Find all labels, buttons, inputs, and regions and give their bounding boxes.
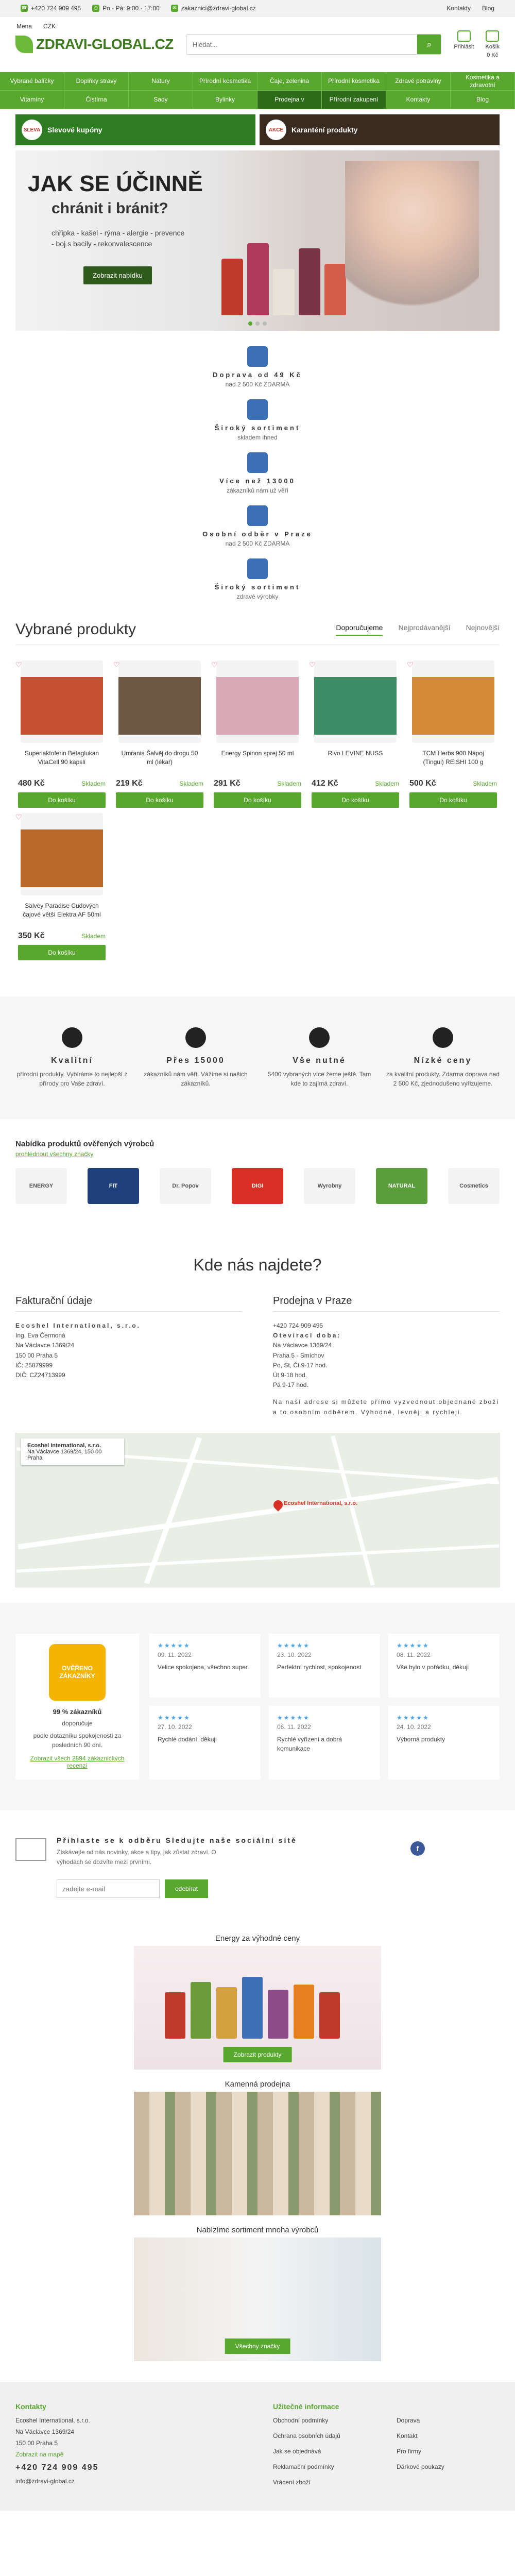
- product-card[interactable]: [309, 660, 402, 808]
- footer-link[interactable]: Reklamační podmínky: [273, 2463, 334, 2471]
- box-icon: [247, 399, 268, 420]
- pharmacist-image: [134, 2238, 381, 2361]
- rating-stars: ★★★★★: [277, 1714, 310, 1722]
- add-to-cart-button[interactable]: Do košíku: [214, 792, 301, 808]
- nav-item[interactable]: Sady: [129, 91, 193, 109]
- nav-item[interactable]: Bylinky: [193, 91, 258, 109]
- product-name[interactable]: Salvey Paradise Cudových čajové větší Elektra AF 50ml: [23, 902, 101, 918]
- product-name[interactable]: TCM Herbs 900 Nápoj (Tingui) REISHI 100 g: [422, 750, 484, 766]
- hero-subtitle: chránit i bránit?: [52, 200, 168, 217]
- promo-banners: [0, 109, 515, 150]
- energy-products-button[interactable]: Zobrazit produkty: [224, 2047, 292, 2062]
- footer-link[interactable]: Kontakt: [397, 2432, 418, 2440]
- brands-title: Nabídka produktů ověřených výrobců: [15, 1140, 154, 1148]
- store-note: Na naší adrese si můžete přímo vyzvednout objednané zboží a to osobním odběrem. Výhodně, levněji a rychleji.: [273, 1398, 500, 1416]
- heart-icon[interactable]: ♡: [15, 660, 22, 669]
- product-price: 500 Kč: [409, 779, 436, 788]
- heart-icon[interactable]: ♡: [407, 660, 414, 669]
- badge-icon: SLEVA: [22, 120, 42, 140]
- product-image[interactable]: [309, 660, 397, 743]
- rating-stars: ★★★★★: [158, 1641, 191, 1649]
- brand-logo[interactable]: ENERGY: [15, 1168, 67, 1204]
- footer-link[interactable]: Vrácení zboží: [273, 2479, 311, 2486]
- footer-link[interactable]: Jak se objednává: [273, 2448, 321, 2455]
- heart-icon[interactable]: ♡: [309, 660, 316, 669]
- store-line: Út 9-18 hod.: [273, 1371, 307, 1379]
- product-name[interactable]: Umrania Šalvěj do drogu 50 ml (lékař): [121, 750, 198, 766]
- topbar: [0, 0, 515, 16]
- rating-stars: ★★★★★: [397, 1641, 430, 1649]
- nav-item[interactable]: Přírodní kosmetika: [193, 72, 258, 91]
- nav-item[interactable]: Přírodní kosmetika: [322, 72, 386, 91]
- facebook-icon[interactable]: f: [410, 1841, 425, 1856]
- product-stock: Skladem: [277, 780, 301, 787]
- header: [0, 16, 515, 72]
- phone-icon: ☎: [21, 5, 28, 12]
- share-icon: [309, 1027, 330, 1048]
- map-label: Ecoshel International, s.r.o.: [284, 1500, 358, 1506]
- billing-line: Ecoshel International, s.r.o.: [15, 1322, 141, 1329]
- product-name[interactable]: Energy Spinon sprej 50 ml: [221, 750, 294, 757]
- billing-info: Fakturační údaje Ecoshel International, s.r.o. Ing. Eva Čermoná Na Václavce 1369/24 150 00 Praha 5 IČ: 25879999 DIČ: CZ24713999: [15, 1295, 242, 1417]
- product-image[interactable]: [15, 813, 103, 895]
- add-to-cart-button[interactable]: Do košíku: [312, 792, 399, 808]
- review-text: Perfektní rychlost, spokojenost: [277, 1663, 362, 1671]
- review-date: 06. 11. 2022: [277, 1723, 311, 1731]
- billing-line: Ing. Eva Čermoná: [15, 1332, 65, 1340]
- footer-phone[interactable]: +420 724 909 495: [15, 2463, 99, 2472]
- hero-products-image: [221, 243, 346, 315]
- product-card[interactable]: [211, 660, 304, 808]
- add-to-cart-button[interactable]: Do košíku: [116, 792, 203, 808]
- product-image[interactable]: [211, 660, 299, 743]
- topbar-hours: ◷ Po - Pá: 9:00 - 17:00: [92, 5, 160, 12]
- feature-item: Osobní odběr v Praze nad 2 500 Kč ZDARMA: [149, 505, 366, 547]
- review-card: [149, 1706, 261, 1780]
- all-brands-button[interactable]: Všechny značky: [225, 2338, 290, 2354]
- clock-icon: ◷: [92, 5, 99, 12]
- search-bar: [186, 34, 442, 55]
- topbar-blog-link[interactable]: Blog: [482, 4, 494, 12]
- review-text: Vše bylo v pořádku, děkuji: [397, 1663, 469, 1671]
- verified-seal-icon: OVĚŘENO ZÁKAZNÍKY: [49, 1644, 106, 1701]
- store-line: Praha 5 - Smíchov: [273, 1351, 324, 1359]
- nav-item[interactable]: Vybrané balíčky: [0, 72, 64, 91]
- leaf-icon: [247, 558, 268, 579]
- product-card[interactable]: [113, 660, 206, 808]
- footer-link[interactable]: Obchodní podmínky: [273, 2417, 329, 2425]
- store-line: Po, St, Čt 9-17 hod.: [273, 1361, 328, 1369]
- cart-button[interactable]: Košík 0 Kč: [485, 30, 500, 58]
- brand-logo[interactable]: DIGI: [232, 1168, 283, 1204]
- promo-block: Energy za výhodné ceny Zobrazit produkty: [134, 1934, 381, 2070]
- tab-recommended[interactable]: Doporučujeme: [336, 623, 383, 636]
- account-button[interactable]: Přihlásit: [454, 30, 474, 58]
- nav-item[interactable]: Doplňky stravy: [64, 72, 129, 91]
- product-stock: Skladem: [375, 780, 399, 787]
- nav-item[interactable]: Zdravé potraviny: [386, 72, 451, 91]
- footer: [0, 2382, 515, 2511]
- review-text: Rychlé dodání, děkuji: [158, 1736, 217, 1743]
- hero-title: JAK SE ÚČINNĚ: [28, 171, 203, 196]
- contact-heading: Kde nás najdete?: [193, 1256, 322, 1274]
- brand-logo[interactable]: Wyrobny: [304, 1168, 355, 1204]
- product-card[interactable]: [15, 660, 108, 808]
- footer-link[interactable]: Dárkové poukazy: [397, 2463, 444, 2471]
- energy-products-image: [134, 1946, 381, 2070]
- store-line: Otevírací doba:: [273, 1332, 341, 1340]
- review-date: 24. 10. 2022: [397, 1723, 431, 1731]
- topbar-contacts-link[interactable]: Kontakty: [447, 4, 471, 12]
- benefits: [0, 996, 515, 1119]
- add-to-cart-button[interactable]: Do košíku: [409, 792, 497, 808]
- nav-item[interactable]: Čistírna: [64, 91, 129, 109]
- search-button[interactable]: [417, 35, 441, 54]
- review-date: 23. 10. 2022: [277, 1651, 312, 1658]
- review-card: [388, 1706, 500, 1780]
- billing-line: IČ: 25879999: [15, 1361, 53, 1369]
- nav-item[interactable]: Nátury: [129, 72, 193, 91]
- billing-line: 150 00 Praha 5: [15, 1351, 58, 1359]
- product-price: 219 Kč: [116, 779, 143, 788]
- product-card[interactable]: [407, 660, 500, 808]
- review-text: Výborná produkty: [397, 1736, 445, 1743]
- product-price: 291 Kč: [214, 779, 241, 788]
- nav-item[interactable]: Kontakty: [386, 91, 451, 109]
- product-name[interactable]: Superlaktoferin Betaglukan VitaCell 90 kapslí: [24, 750, 99, 766]
- hero-banner[interactable]: [15, 150, 500, 331]
- review-text: Velice spokojena, všechno super.: [158, 1663, 249, 1671]
- leaf-logo-icon: [15, 36, 33, 53]
- search-input[interactable]: [186, 35, 418, 54]
- google-map[interactable]: [15, 1433, 500, 1587]
- product-name[interactable]: Rivo LEVINE NUSS: [328, 750, 383, 757]
- logo[interactable]: ZDRAVI-GLOBAL.CZ: [15, 36, 174, 53]
- heart-icon[interactable]: ♡: [113, 660, 120, 669]
- store-phone[interactable]: +420 724 909 495: [273, 1322, 323, 1329]
- feature-item: Více než 13000 zákazníků nám už věří: [149, 452, 366, 494]
- heart-icon[interactable]: ♡: [211, 660, 218, 669]
- store-info: Prodejna v Praze +420 724 909 495 Otevírací doba: Na Václavce 1369/24 Praha 5 - Smíchov Po, St, Čt 9-17 hod. Út 9-18 hod. Pá 9-17 hod. Na naší adrese si můžete přímo vyzvednout objednané zboží a to osobním odběrem. Výhodně, levněji a rychleji.: [273, 1295, 500, 1417]
- envelope-icon: [15, 1838, 46, 1861]
- promo-banner[interactable]: SLEVA Slevové kupóny: [15, 114, 255, 145]
- products-title: Vybrané produkty: [15, 621, 136, 638]
- topbar-phone[interactable]: ☎ +420 724 909 495: [21, 4, 81, 12]
- footer-link[interactable]: Doprava: [397, 2417, 420, 2425]
- billing-line: Na Václavce 1369/24: [15, 1342, 75, 1349]
- review-date: 08. 11. 2022: [397, 1651, 431, 1658]
- nav-item[interactable]: Vitamíny: [0, 91, 64, 109]
- newsletter-subscribe-button[interactable]: odebírat: [165, 1879, 208, 1898]
- review-card: [269, 1706, 380, 1780]
- review-text: Rychlé vyřízení a dobrá komunikace: [277, 1736, 342, 1753]
- product-image[interactable]: [407, 660, 494, 743]
- feature-item: Široký sortiment skladem ihned: [149, 399, 366, 441]
- benefit-item: Přes 15000 zákazníků nám věří. Vážíme si našich zákazníků.: [139, 1027, 252, 1088]
- product-stock: Skladem: [81, 780, 106, 787]
- promo-banner[interactable]: AKCE Karanténí produkty: [260, 114, 500, 145]
- hero-cta-button[interactable]: Zobrazit nabídku: [83, 266, 152, 284]
- products-header: [15, 605, 500, 645]
- search-icon: ⌕: [426, 39, 432, 49]
- features-list: [0, 331, 515, 605]
- nav-item[interactable]: Kosmetika a zdravotní: [451, 72, 515, 91]
- newsletter-email-input[interactable]: [57, 1879, 160, 1898]
- promo-blocks: [0, 1924, 515, 2382]
- feature-item: Široký sortiment zdravé výrobky: [149, 558, 366, 600]
- brand-logo[interactable]: NATURAL: [376, 1168, 427, 1204]
- products-grid: [0, 645, 515, 976]
- rating-stars: ★★★★★: [158, 1714, 191, 1722]
- reviews-section: [0, 1603, 515, 1810]
- store-icon: [247, 505, 268, 526]
- cart-icon: [486, 30, 499, 42]
- billing-line: DIČ: CZ24713999: [15, 1371, 65, 1379]
- footer-email[interactable]: info@zdravi-global.cz: [15, 2478, 75, 2485]
- reviews-badge: OVĚŘENO ZÁKAZNÍKY 99 % zákazníků doporučuje podle dotazníku spokojenosti za posledních 90 dní. Zobrazit všech 2894 zákaznických recenzí: [15, 1634, 139, 1780]
- mail-icon: ✉: [171, 5, 178, 12]
- leaf-icon: [62, 1027, 82, 1048]
- nav-item[interactable]: Blog: [451, 91, 515, 109]
- tab-newest[interactable]: Nejnovější: [466, 623, 500, 632]
- footer-map-link[interactable]: Zobrazit na mapě: [15, 2451, 64, 2459]
- brands-link[interactable]: prohlédnout všechny značky: [15, 1150, 94, 1158]
- benefit-item: Kvalitní přírodní produkty. Vybíráme to nejlepší z přírody pro Vaše zdraví.: [15, 1027, 129, 1088]
- footer-info: Užitečné informace Obchodní podmínky Doprava Ochrana osobních údajů Kontakt Jak se objednává Pro firmy Reklamační podmínky Dárkové poukazy Vrácení zboží: [273, 2402, 500, 2490]
- reviews-grid: [149, 1634, 500, 1780]
- brand-logo[interactable]: FIT: [88, 1168, 139, 1204]
- star-icon: [185, 1027, 206, 1048]
- review-card: [149, 1634, 261, 1698]
- product-price: 412 Kč: [312, 779, 338, 788]
- add-to-cart-button[interactable]: Do košíku: [18, 945, 106, 960]
- hero-text: chřipka - kašel - rýma - alergie - prevence - boj s bacily - rekonvalescence: [52, 229, 185, 248]
- heart-icon[interactable]: ♡: [15, 813, 22, 821]
- badge-icon: AKCE: [266, 120, 286, 140]
- promo-block: Nabízíme sortiment mnoha výrobců Všechny značky: [134, 2226, 381, 2361]
- brand-logo[interactable]: Dr. Popov: [160, 1168, 211, 1204]
- lang-currency[interactable]: Mena CZK: [16, 23, 56, 30]
- product-image[interactable]: [15, 660, 103, 743]
- review-date: 27. 10. 2022: [158, 1723, 192, 1731]
- benefit-item: Vše nutné 5400 vybraných více žeme ještě. Tam kde to zajímá zdraví.: [263, 1027, 376, 1088]
- newsletter: Přihlaste se k odběru Sledujte naše sociální sítě Získávejte od nás novinky, akce a tipy, jak zůstat zdraví. O výhodách se dozvíte mezi prvními. zadejte e-mail odebírat f: [0, 1810, 515, 1924]
- product-stock: Skladem: [473, 780, 497, 787]
- nav-item[interactable]: Přírodní zakupení: [322, 91, 386, 109]
- product-stock: Skladem: [81, 933, 106, 940]
- contact-section: [0, 1295, 515, 1417]
- store-line: Na Václavce 1369/24: [273, 1342, 332, 1349]
- review-card: [388, 1634, 500, 1698]
- tab-bestsellers[interactable]: Nejprodávanější: [398, 623, 451, 632]
- product-card[interactable]: [15, 813, 108, 960]
- hero-pager[interactable]: [248, 321, 267, 326]
- topbar-email[interactable]: ✉ zakaznici@zdravi-global.cz: [171, 5, 256, 12]
- store-line: Pá 9-17 hod.: [273, 1381, 308, 1389]
- brands-section: [0, 1119, 515, 1225]
- feature-item: Doprava od 49 Kč nad 2 500 Kč ZDARMA: [149, 346, 366, 388]
- header-actions: [454, 30, 500, 58]
- main-nav: [0, 72, 515, 109]
- store-photo-image[interactable]: [134, 2092, 381, 2215]
- map-place-card[interactable]: Ecoshel International, s.r.o. Na Václavce 1369/24, 150 00 Praha: [21, 1438, 124, 1465]
- network-icon: [247, 452, 268, 473]
- review-date: 09. 11. 2022: [158, 1651, 192, 1658]
- user-icon: [457, 30, 471, 42]
- footer-link[interactable]: Pro firmy: [397, 2448, 421, 2455]
- rating-stars: ★★★★★: [277, 1641, 310, 1649]
- product-image[interactable]: [113, 660, 201, 743]
- nav-item[interactable]: Prodejna v: [258, 91, 322, 109]
- product-stock: Skladem: [179, 780, 203, 787]
- products-tabs: [336, 623, 500, 636]
- brand-logos: [15, 1168, 500, 1204]
- add-to-cart-button[interactable]: Do košíku: [18, 792, 106, 808]
- promo-block: Kamenná prodejna: [134, 2080, 381, 2215]
- truck-icon: [247, 346, 268, 367]
- brand-logo[interactable]: Cosmetics: [448, 1168, 500, 1204]
- rating-stars: ★★★★★: [397, 1714, 430, 1722]
- nav-item[interactable]: Čaje, zelenina: [258, 72, 322, 91]
- hero-woman-image: [345, 161, 479, 326]
- product-price: 480 Kč: [18, 779, 45, 788]
- footer-link[interactable]: Ochrana osobních údajů: [273, 2432, 340, 2440]
- footer-contacts: Kontakty Ecoshel International, s.r.o. Na Václavce 1369/24 150 00 Praha 5 Zobrazit na mapě +420 724 909 495 info@zdravi-global.cz: [15, 2402, 242, 2490]
- benefit-item: Nízké ceny za kvalitní produkty. Zdarma doprava nad 2 500 Kč, zjednodušeno vyřizujeme.: [386, 1027, 500, 1088]
- reviews-link[interactable]: Zobrazit všech 2894 zákaznických recenzí: [30, 1754, 125, 1769]
- product-price: 350 Kč: [18, 931, 45, 940]
- coins-icon: [433, 1027, 453, 1048]
- review-card: [269, 1634, 380, 1698]
